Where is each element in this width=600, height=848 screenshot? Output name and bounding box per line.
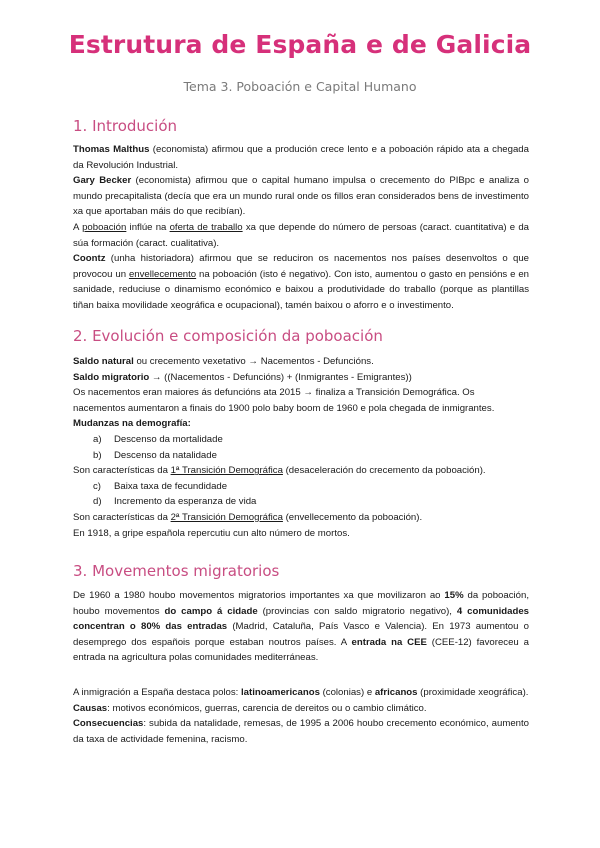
coontz-text-pre: (unha historiadora) afirmou que se reduciron os nacementos nos países desenvoltos o que provocou un [73, 253, 529, 280]
africans-term: africanos [374, 687, 418, 698]
document-subtitle: Tema 3. Poboación e Capital Humano [183, 79, 417, 94]
migration-balance-text: → ((Nacementos - Defuncións) + (Inmigrantes - Emigrantes)) [149, 371, 412, 383]
population-term: poboación [82, 221, 127, 233]
second-transition-pre: Son características da [73, 511, 171, 523]
becker-paragraph [73, 173, 529, 220]
second-transition-term: 2ª Transición Demográfica [170, 511, 283, 523]
list-marker: a) [93, 433, 102, 445]
labour-supply-term: oferta de traballo [169, 221, 243, 233]
population-text-mid: inflúe na [126, 221, 170, 233]
becker-name: Gary Becker [73, 175, 132, 187]
list-item [73, 448, 529, 464]
section-heading-migration: 3. Movementos migratorios [73, 562, 280, 580]
list-item [73, 432, 529, 448]
list-marker: b) [93, 449, 102, 461]
immigration-text-c: (colonias) e [319, 687, 375, 698]
first-transition-post: (desaceleración do crecemento da poboación). [282, 465, 486, 477]
latin-americans-term: latinoamericanos [241, 687, 320, 698]
natural-balance-label: Saldo natural [73, 356, 134, 367]
list-item [73, 479, 529, 495]
cee-entry-term: entrada na CEE [351, 636, 427, 648]
migration-text-a: De 1960 a 1980 houbo movementos migratorios importantes xa que movilizaron ao [73, 590, 445, 601]
migration-text-g: (Madrid, Cataluña, País Vasco e Valencia). En 1973 aumentou o desemprego dos españois porque estaban noutros países. A [73, 621, 529, 648]
consequences-label: Consecuencias [73, 718, 144, 730]
section-heading-introduction: 1. Introdución [73, 117, 178, 135]
migration-text-e: (provincias con saldo migratorio negativo), [257, 605, 457, 617]
coontz-name: Coontz [73, 253, 106, 265]
consequences-text: : subida da natalidade, remesas, de 1995 a 2006 houbo crecemento económico, aumento da taxa de actividade femenina, racismo. [73, 718, 529, 745]
first-transition-pre: Son características da [73, 465, 171, 477]
first-transition-term: 1ª Transición Demográfica [170, 465, 283, 477]
population-text-post: xa que depende do número de persoas (caract. cuantitativa) e da súa formación (caract. cualitativa). [73, 221, 529, 249]
becker-text: (economista) afirmou que o capital humano impulsa o crecemento do PIBpc e analiza o mundo precapitalista (decía que era un mundo rural onde os fillos eran considerados bens de investimento xa que aportaban máis do que recibían). [73, 175, 529, 218]
population-text-pre: A [73, 221, 83, 233]
births-paragraph: Os nacementos eran maiores ás defuncións ata 2015 → finaliza a Transición Demográfica. Os nacementos aumentaron a finais do 1900 polo baby boom de 1960 e pola chegada de inmigrantes. [73, 387, 495, 414]
list-marker: d) [93, 496, 102, 508]
list-item-text: Incremento da esperanza de vida [114, 496, 257, 508]
migration-text-c: da poboación, houbo movementos [73, 590, 529, 617]
migration-balance-line [73, 370, 529, 386]
migration-paragraph-1 [73, 588, 529, 666]
demographic-changes-label [73, 416, 529, 432]
immigration-text-a: A inmigración a España destaca polos: [73, 687, 241, 698]
list-item-text: Baixa taxa de fecundidade [114, 480, 228, 492]
ageing-term: envellecemento [128, 268, 197, 280]
first-transition-line [73, 463, 529, 479]
malthus-name: Thomas Malthus [73, 144, 150, 155]
list-marker: c) [93, 480, 101, 492]
rural-urban-term: do campo á cidade [164, 605, 258, 617]
list-item [73, 494, 529, 510]
causes-text: : motivos económicos, guerras, carencia de dereitos ou o cambio climático. [107, 702, 427, 714]
malthus-paragraph [73, 142, 529, 173]
list-item-text: Descenso da mortalidade [114, 433, 223, 445]
migration-paragraph-1-text [73, 588, 529, 666]
second-transition-post: (envellecemento da poboación). [282, 511, 423, 523]
evolution-body [73, 354, 529, 541]
natural-balance-line [73, 354, 529, 370]
migration-percent: 15% [444, 590, 464, 601]
coontz-text-post: na poboación (isto é negativo). Con isto, aumentou o gasto en pensións e en sanidade, reduciuse o dinamismo económico e baixou a produtividade do traballo (porque as plantillas tiñan baixa movilidade xeográfica e ocupacional), tamén baixou o aforro e o investimento. [73, 268, 530, 311]
list-item-text: Descenso da natalidade [114, 449, 217, 461]
migration-balance-label: Saldo migratorio [73, 371, 150, 383]
immigration-paragraph [73, 685, 529, 701]
introduction-body [73, 142, 529, 314]
consequences-line [73, 716, 529, 747]
population-paragraph [73, 220, 529, 251]
migration-paragraph-2 [73, 685, 529, 747]
malthus-text: (economista) afirmou que a produción crece lento e a poboación rápido ata a chegada da Revolución Industrial. [73, 144, 529, 171]
natural-balance-text: ou crecemento vexetativo → Nacementos - Defuncións. [133, 356, 374, 367]
spanish-flu-line: En 1918, a gripe española repercutiu cun alto número de mortos. [73, 527, 350, 539]
causes-line [73, 701, 529, 717]
section-heading-evolution: 2. Evolución e composición da poboación [73, 327, 383, 345]
migration-text-i: (CEE-12) favoreceu a entrada na agricultura polas comunidades mediterráneas. [73, 636, 529, 664]
second-transition-line [73, 510, 529, 526]
coontz-paragraph [73, 251, 529, 313]
demographic-changes-label-text: Mudanzas na demografía: [73, 418, 191, 430]
causes-label: Causas [73, 702, 108, 714]
document-title: Estrutura de España e de Galicia [68, 30, 532, 59]
four-communities-term: 4 comunidades concentran o 80% das entradas [73, 605, 529, 633]
immigration-text-e: (proximidade xeográfica). [417, 687, 529, 698]
